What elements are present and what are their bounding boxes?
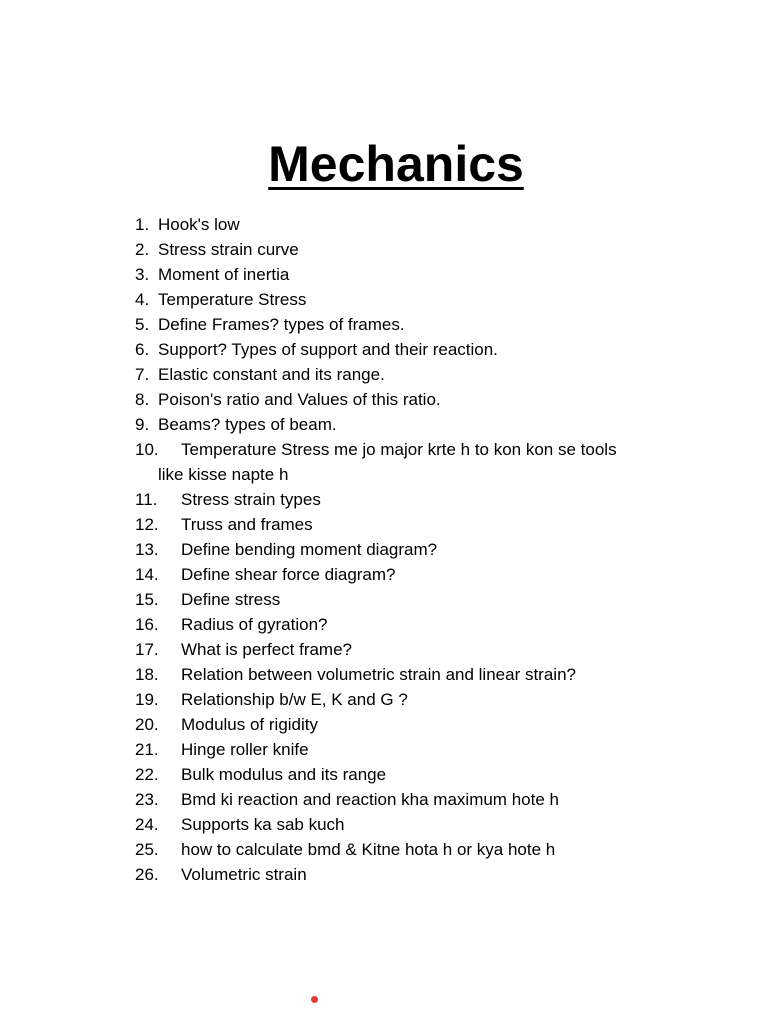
list-item	[135, 337, 695, 362]
item-text: Truss and frames	[181, 515, 313, 534]
item-text: Supports ka sab kuch	[181, 815, 345, 834]
list-item	[135, 712, 695, 737]
item-number: 26.	[135, 865, 159, 884]
item-text-continuation: like kisse napte h	[158, 465, 289, 484]
item-text: Define Frames? types of frames.	[158, 315, 405, 334]
item-text: Stress strain curve	[158, 240, 299, 259]
list-item	[135, 512, 695, 537]
item-text: Volumetric strain	[181, 865, 307, 884]
item-number: 7.	[135, 365, 150, 384]
item-text: Poison's ratio and Values of this ratio.	[158, 390, 441, 409]
item-number: 8.	[135, 390, 150, 409]
red-dot-marker	[311, 996, 318, 1003]
question-list	[135, 212, 695, 887]
list-item	[135, 687, 695, 712]
item-number: 24.	[135, 815, 159, 834]
item-text: Support? Types of support and their reaction.	[158, 340, 498, 359]
item-number: 12.	[135, 515, 159, 534]
list-item	[135, 562, 695, 587]
list-item	[135, 837, 695, 862]
item-number: 22.	[135, 765, 159, 784]
item-text: Relation between volumetric strain and linear strain?	[181, 665, 576, 684]
list-item	[135, 287, 695, 312]
list-item	[135, 537, 695, 562]
item-number: 20.	[135, 715, 159, 734]
item-number: 21.	[135, 740, 159, 759]
item-text: Relationship b/w E, K and G ?	[181, 690, 408, 709]
item-number: 2.	[135, 240, 150, 259]
item-number: 3.	[135, 265, 150, 284]
item-text: Stress strain types	[181, 490, 321, 509]
list-item	[135, 737, 695, 762]
item-text	[158, 437, 695, 487]
item-number: 1.	[135, 215, 150, 234]
item-text: Define shear force diagram?	[181, 565, 396, 584]
list-item	[135, 812, 695, 837]
list-item	[135, 312, 695, 337]
list-item	[135, 662, 695, 687]
item-text-line: Temperature Stress me jo major krte h to kon kon se tools	[181, 440, 617, 459]
item-text: Define bending moment diagram?	[181, 540, 438, 559]
list-item	[135, 387, 695, 412]
item-number: 18.	[135, 665, 159, 684]
item-number: 10.	[135, 440, 159, 459]
item-text: Define stress	[181, 590, 281, 609]
item-number: 14.	[135, 565, 159, 584]
list-item	[135, 612, 695, 637]
item-number: 6.	[135, 340, 150, 359]
item-text: What is perfect frame?	[181, 640, 353, 659]
list-item	[135, 862, 695, 887]
list-item	[135, 237, 695, 262]
page-title: Mechanics	[268, 136, 524, 192]
item-text: Radius of gyration?	[181, 615, 328, 634]
item-number: 9.	[135, 415, 150, 434]
list-item	[135, 487, 695, 512]
item-text: Bulk modulus and its range	[181, 765, 387, 784]
item-number: 13.	[135, 540, 159, 559]
item-text: Beams? types of beam.	[158, 415, 337, 434]
list-item	[135, 587, 695, 612]
item-text: Hook's low	[158, 215, 240, 234]
list-item	[135, 762, 695, 787]
item-number: 17.	[135, 640, 159, 659]
item-text: Elastic constant and its range.	[158, 365, 385, 384]
item-number: 23.	[135, 790, 159, 809]
list-item	[135, 437, 695, 487]
item-text: how to calculate bmd & Kitne hota h or kya hote h	[181, 840, 556, 859]
list-item	[135, 362, 695, 387]
list-item	[135, 787, 695, 812]
list-item	[135, 412, 695, 437]
item-number: 5.	[135, 315, 150, 334]
item-number: 11.	[135, 490, 158, 509]
item-text: Bmd ki reaction and reaction kha maximum hote h	[181, 790, 559, 809]
list-item	[135, 212, 695, 237]
item-number: 25.	[135, 840, 159, 859]
item-number: 16.	[135, 615, 159, 634]
item-text: Hinge roller knife	[181, 740, 309, 759]
item-number: 19.	[135, 690, 159, 709]
item-text: Modulus of rigidity	[181, 715, 319, 734]
item-number: 4.	[135, 290, 150, 309]
item-text: Temperature Stress	[158, 290, 307, 309]
list-item	[135, 637, 695, 662]
item-number: 15.	[135, 590, 159, 609]
list-item	[135, 262, 695, 287]
item-text: Moment of inertia	[158, 265, 290, 284]
